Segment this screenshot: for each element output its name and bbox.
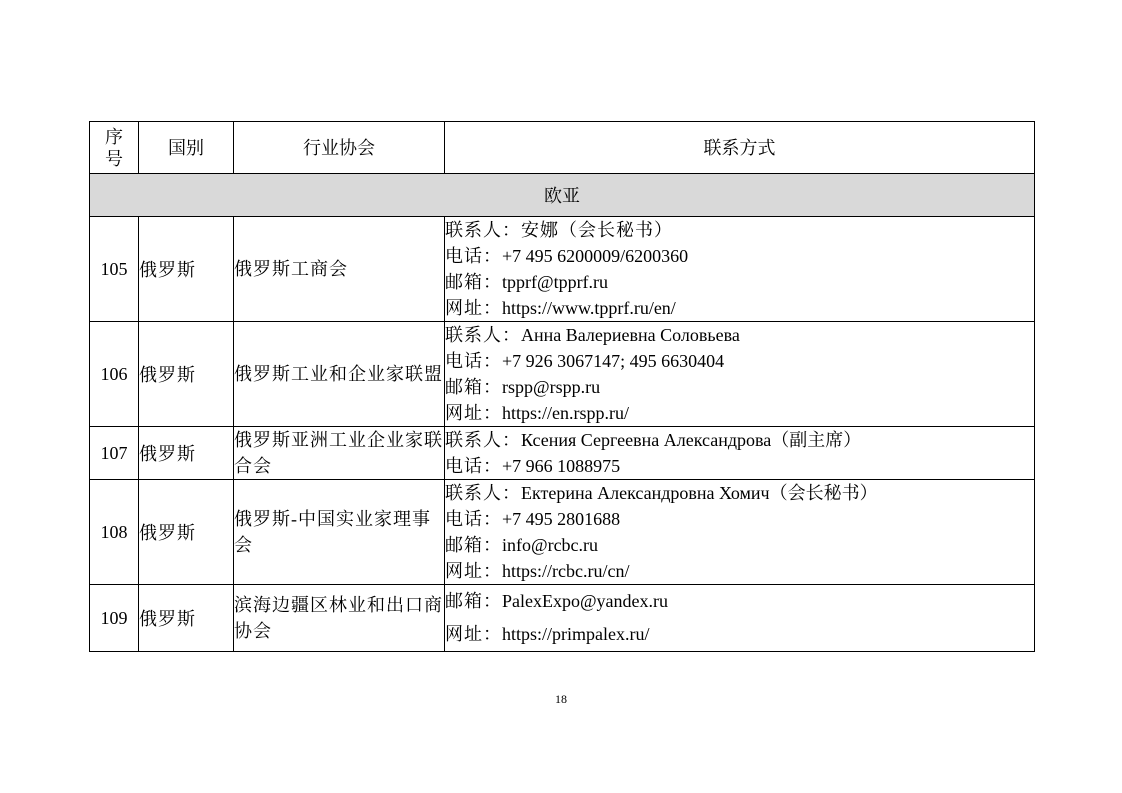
contact-value: Ектерина Александровна Хомич（会长秘书） (521, 483, 878, 503)
contact-website-link[interactable]: https://en.rspp.ru/ (502, 403, 629, 423)
contact-value: +7 495 2801688 (502, 509, 621, 529)
contact-person (445, 480, 1034, 506)
row-number: 105 (90, 217, 139, 322)
contact-label: 邮箱： (445, 535, 502, 555)
row-country: 俄罗斯 (139, 427, 234, 480)
contact-label: 电话： (445, 246, 502, 266)
header-country: 国别 (139, 122, 234, 174)
contact-email-link[interactable]: tpprf@tpprf.ru (502, 272, 609, 292)
association-contact-table (89, 121, 1035, 652)
contact-website (445, 400, 1034, 426)
contact-label: 电话： (445, 456, 502, 476)
row-country: 俄罗斯 (139, 585, 234, 652)
contact-website (445, 295, 1034, 321)
row-country: 俄罗斯 (139, 217, 234, 322)
contact-website-link[interactable]: https://rcbc.ru/cn/ (502, 561, 630, 581)
contact-label: 电话： (445, 351, 502, 371)
contact-label: 联系人： (445, 325, 521, 345)
contact-label: 联系人： (445, 220, 521, 240)
row-association: 俄罗斯工商会 (234, 217, 445, 322)
contact-person (445, 217, 1034, 243)
contact-phone (445, 453, 1034, 479)
row-association: 滨海边疆区林业和出口商协会 (234, 585, 445, 652)
row-contact (445, 480, 1035, 585)
header-index (90, 122, 139, 174)
contact-value: 安娜（会长秘书） (521, 220, 673, 240)
region-label: 欧亚 (90, 174, 1035, 217)
contact-email-link[interactable]: rspp@rspp.ru (502, 377, 601, 397)
contact-label: 邮箱： (445, 377, 502, 397)
header-contact: 联系方式 (445, 122, 1035, 174)
row-number: 107 (90, 427, 139, 480)
row-number: 106 (90, 322, 139, 427)
contact-label: 电话： (445, 509, 502, 529)
row-country: 俄罗斯 (139, 480, 234, 585)
row-association: 俄罗斯-中国实业家理事会 (234, 480, 445, 585)
row-contact (445, 322, 1035, 427)
contact-phone (445, 243, 1034, 269)
row-association: 俄罗斯工业和企业家联盟 (234, 322, 445, 427)
header-index-line1: 序 (105, 126, 123, 147)
table-row (90, 217, 1035, 322)
contact-label: 联系人： (445, 483, 521, 503)
contact-email (445, 585, 1034, 618)
contact-email (445, 532, 1034, 558)
contact-phone (445, 506, 1034, 532)
table-header-row (90, 122, 1035, 174)
contact-value: +7 966 1088975 (502, 456, 621, 476)
contact-email-link[interactable]: PalexExpo@yandex.ru (502, 591, 669, 611)
contact-value: +7 926 3067147; 495 6630404 (502, 351, 725, 371)
row-number: 108 (90, 480, 139, 585)
contact-label: 联系人： (445, 430, 521, 450)
contact-value: Ксения Сергеевна Александрова（副主席） (521, 430, 862, 450)
table-row (90, 322, 1035, 427)
row-contact (445, 217, 1035, 322)
header-association: 行业协会 (234, 122, 445, 174)
contact-label: 网址： (445, 403, 502, 423)
contact-website-link[interactable]: https://primpalex.ru/ (502, 624, 650, 644)
region-row (90, 174, 1035, 217)
contact-label: 邮箱： (445, 272, 502, 292)
table-row (90, 427, 1035, 480)
row-country: 俄罗斯 (139, 322, 234, 427)
contact-email-link[interactable]: info@rcbc.ru (502, 535, 599, 555)
contact-label: 邮箱： (445, 591, 502, 611)
page-number: 18 (555, 692, 567, 706)
contact-website (445, 618, 1034, 651)
contact-person (445, 427, 1034, 453)
contact-website (445, 558, 1034, 584)
contact-email (445, 269, 1034, 295)
contact-person (445, 322, 1034, 348)
header-index-line2: 号 (105, 148, 123, 169)
row-contact (445, 585, 1035, 652)
table-row (90, 585, 1035, 652)
contact-value: +7 495 6200009/6200360 (502, 246, 689, 266)
contact-phone (445, 348, 1034, 374)
table-row (90, 480, 1035, 585)
contact-website-link[interactable]: https://www.tpprf.ru/en/ (502, 298, 676, 318)
row-association: 俄罗斯亚洲工业企业家联合会 (234, 427, 445, 480)
contact-label: 网址： (445, 298, 502, 318)
contact-value: Анна Валериевна Соловьева (521, 325, 740, 345)
row-number: 109 (90, 585, 139, 652)
contact-label: 网址： (445, 561, 502, 581)
contact-label: 网址： (445, 624, 502, 644)
row-contact (445, 427, 1035, 480)
contact-email (445, 374, 1034, 400)
